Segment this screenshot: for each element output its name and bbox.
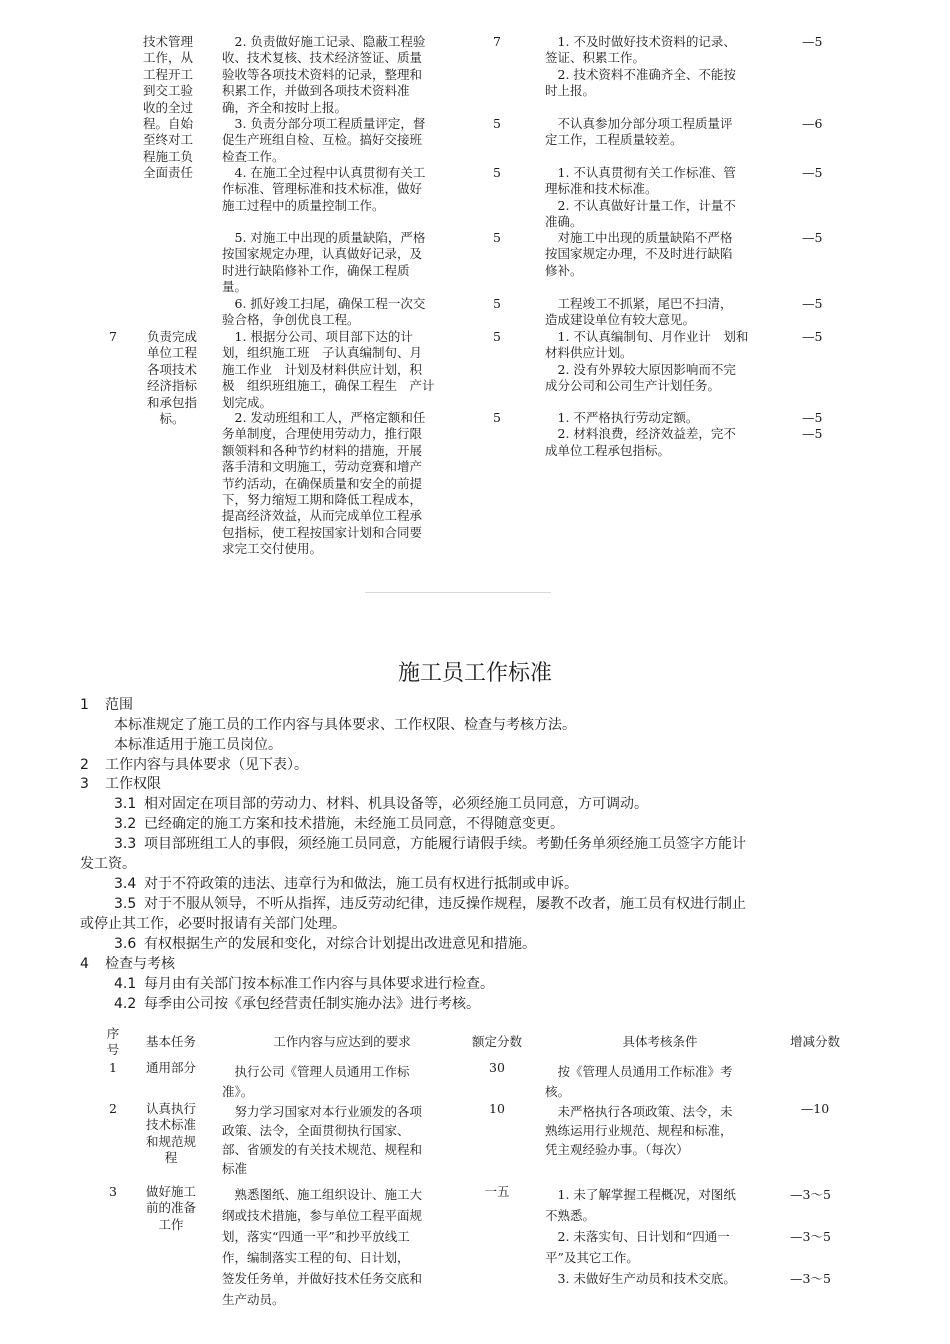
- page-divider: [365, 592, 551, 593]
- row6-cond-4: 1. 不认真贯彻有关工作标准、管 理标准和技术标准。 2. 不认真做好计量工作，计量不 准确。: [545, 165, 736, 230]
- header-adjust: 增减分数: [789, 1034, 840, 1049]
- clause-text: 已经确定的施工方案和技术措施，未经施工员同意，不得随意变更。: [144, 816, 564, 832]
- row6-content-3: 3. 负责分部分项工程质量评定，督 促生产班组自检、互检。搞好交接班 检查工作。: [222, 116, 426, 164]
- clause-text: 相对固定在项目部的劳动力、材料、机具设备等，必须经施工员同意，方可调动。: [144, 796, 648, 812]
- row7-adj-2: —5 —5: [802, 410, 823, 442]
- row-conditions: 1. 未了解掌握工程概况，对图纸 不熟悉。 2. 未落实旬、日计划和“四通一 平”及其它工作。 3. 未做好生产动员和技术交底。: [545, 1187, 736, 1286]
- row6-cond-6: 工程竣工不抓紧，尾巴不扫清， 造成建设单位有较大意见。: [545, 296, 733, 328]
- row-score: 一五: [484, 1184, 510, 1199]
- paragraph: 本标准规定了施工员的工作内容与具体要求、工作权限、检查与考核方法。: [114, 717, 576, 733]
- row-content: 执行公司《管理人员通用工作标 准》。: [222, 1064, 410, 1099]
- section-number: 3: [80, 776, 89, 792]
- row7-content-2: 2. 发动班组和工人，严格定额和任 务单制度，合理使用劳动力，推行限 额领料和各种节约材料的措施，开展 落手清和文明施工，劳动竞赛和增产 节约活动，在确保质量和安全的前提 下，努力缩短工期和降低工程成本， 提高经济效益，从而完成单位工程承 包指标，使工程按国家计划和合同要 求完工交付使用。: [222, 410, 426, 557]
- row-conditions: 未严格执行各项政策、法令，未 熟练运用行业规范、规程和标准， 凭主观经验办事。（每次）: [545, 1104, 733, 1157]
- clause-text-continued: 或停止其工作，必要时报请有关部门处理。: [80, 916, 346, 932]
- row6-score-4: 5: [493, 165, 501, 180]
- clause-text: 每季由公司按《承包经营责任制实施办法》进行考核。: [144, 996, 480, 1012]
- section-heading: 工作权限: [105, 776, 161, 792]
- row6-adj-3: —6: [802, 116, 823, 131]
- row-content: 熟悉图纸、施工组织设计、施工大 纲或技术措施，参与单位工程平面规 划，落实“四通一平”和抄平放线工 作，编制落实工程的旬、日计划， 签发任务单，并做好技术任务交底和 生产动员。: [222, 1187, 423, 1307]
- clause-text: 对于不符政策的违法、违章行为和做法，施工员有权进行抵制或申诉。: [144, 876, 578, 892]
- clause-text: 对于不服从领导，不听从指挥，违反劳动纪律，违反操作规程，屡教不改者，施工员有权进行制止: [144, 896, 746, 912]
- section-number: 2: [80, 757, 89, 773]
- row7-content-1: 1. 根据分公司、项目部下达的计 划，组织施工班 子认真编制旬、月 施工作业 计划及材料供应计划，积 极 组织班组施工，确保工程生 产计 划完成。: [222, 329, 435, 410]
- row-adjust: —10: [800, 1101, 830, 1116]
- row6-content-4: 4. 在施工全过程中认真贯彻有关工 作标准、管理标准和技术标准，做好 施工过程中的质量控制工作。: [222, 165, 426, 213]
- row6-content-6: 6. 抓好竣工扫尾，确保工程一次交 验合格，争创优良工程。: [222, 296, 426, 328]
- row6-content-2: 2. 负责做好施工记录、隐蔽工程验 收、技术复核、技术经济签证、质量 验收等各项技术资料的记录，整理和 积累工作，并做到各项技术资料准 确，齐全和按时上报。: [222, 34, 426, 115]
- clause-text-continued: 发工资。: [80, 856, 136, 872]
- section-number: 1: [80, 697, 89, 713]
- row6-score-3: 5: [493, 116, 501, 131]
- clause-number: 3.2: [114, 816, 137, 832]
- row6-cond-3: 不认真参加分部分项工程质量评 定工作，工程质量较差。: [545, 116, 733, 148]
- section-heading: 范围: [105, 697, 133, 713]
- header-score: 额定分数: [471, 1034, 522, 1049]
- row-number: 2: [109, 1101, 117, 1116]
- section-heading: 工作内容与具体要求（见下表）。: [105, 757, 308, 773]
- row6-adj-2: —5: [802, 34, 823, 49]
- header-task: 基本任务: [145, 1034, 196, 1049]
- row-score: 30: [489, 1060, 505, 1075]
- row7-cond-2: 1. 不严格执行劳动定额。 2. 材料浪费，经济效益差，完不 成单位工程承包指标。: [545, 410, 736, 458]
- row7-score-1: 5: [493, 329, 501, 344]
- row-adjust: —3～5 —3～5 —3～5: [790, 1187, 831, 1286]
- row-task: 通用部分: [145, 1060, 196, 1075]
- clause-number: 3.3: [114, 836, 137, 852]
- section-number: 4: [80, 956, 89, 972]
- row-task: 认真执行 技术标准 和规范规 程: [145, 1101, 196, 1166]
- row6-content-5: 5. 对施工中出现的质量缺陷，严格 按国家规定办理，认真做好记录，及 时进行缺陷修补工作，确保工程质 量。: [222, 230, 426, 295]
- clause-number: 3.1: [114, 796, 137, 812]
- clause-number: 4.2: [114, 996, 137, 1012]
- row6-cond-2: 1. 不及时做好技术资料的记录、 签证、积累工作。 2. 技术资料不准确齐全、不能按 时上报。: [545, 34, 736, 99]
- row6-adj-5: —5: [802, 230, 823, 245]
- row-number: 3: [109, 1184, 117, 1199]
- section-heading: 检查与考核: [105, 956, 175, 972]
- clause-text: 有权根据生产的发展和变化，对综合计划提出改进意见和措施。: [144, 936, 536, 952]
- clause-number: 4.1: [114, 976, 137, 992]
- row-conditions: 按《管理人员通用工作标准》考 核。: [545, 1064, 733, 1099]
- row-task: 做好施工 前的准备 工作: [145, 1184, 196, 1232]
- row6-adj-4: —5: [802, 165, 823, 180]
- row7-number: 7: [109, 329, 117, 344]
- row6-cond-5: 对施工中出现的质量缺陷不严格 按国家规定办理，不及时进行缺陷 修补。: [545, 230, 733, 278]
- row6-score-5: 5: [493, 230, 501, 245]
- clause-number: 3.5: [114, 896, 137, 912]
- header-conditions: 具体考核条件: [622, 1034, 698, 1049]
- row7-score-2: 5: [493, 410, 501, 425]
- row-content: 努力学习国家对本行业颁发的各项 政策、法令，全面贯彻执行国家、 部、省颁发的有关技术规范、规程和 标准: [222, 1104, 423, 1176]
- page-title: 施工员工作标准: [397, 661, 552, 686]
- row6-adj-6: —5: [802, 296, 823, 311]
- row7-adj-1: —5: [802, 329, 823, 344]
- row-score: 10: [489, 1101, 505, 1116]
- clause-text: 每月由有关部门按本标准工作内容与具体要求进行检查。: [144, 976, 494, 992]
- header-no: 序 号: [106, 1026, 120, 1058]
- paragraph: 本标准适用于施工员岗位。: [114, 737, 282, 753]
- row7-task: 负责完成 单位工程 各项技术 经济指标 和承包指 标。: [146, 329, 197, 427]
- row6-task: 技术管理 工作，从 工程开工 到交工验 收的全过 程。自始 至终对工 程施工负 全面责任: [143, 34, 194, 181]
- clause-number: 3.4: [114, 876, 137, 892]
- clause-text: 项目部班组工人的事假，须经施工员同意，方能履行请假手续。考勤任务单须经施工员签字方能计: [144, 836, 746, 852]
- row7-cond-1: 1. 不认真编制旬、月作业计 划和 材料供应计划。 2. 没有外界较大原因影响而不完 成分公司和公司生产计划任务。: [545, 329, 749, 394]
- row6-score-2: 7: [493, 34, 501, 49]
- row6-score-6: 5: [493, 296, 501, 311]
- header-content: 工作内容与应达到的要求: [273, 1034, 411, 1049]
- clause-number: 3.6: [114, 936, 137, 952]
- row-number: 1: [109, 1060, 117, 1075]
